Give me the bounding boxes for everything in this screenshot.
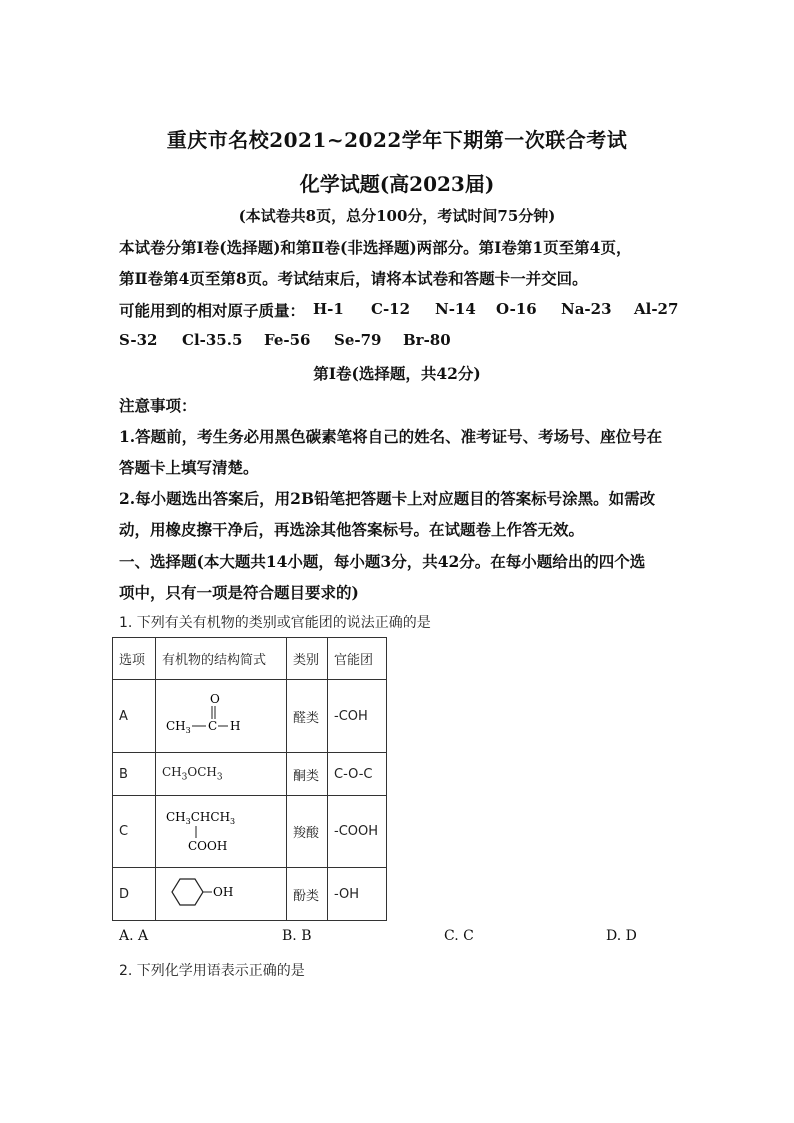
section-title: 第Ⅰ卷(选择题，共42分) bbox=[313, 364, 481, 383]
mass-se: Se-79 bbox=[334, 331, 382, 349]
structure-a bbox=[156, 680, 287, 753]
mass-n: N-14 bbox=[435, 300, 476, 318]
header-option: 选项 bbox=[113, 638, 156, 680]
table-header-row bbox=[113, 638, 387, 680]
option-d: D bbox=[113, 868, 156, 921]
intro-line-2: 第Ⅱ卷第4页至第8页。考试结束后，请将本试卷和答题卡一并交回。 bbox=[119, 269, 588, 288]
header-category: 类别 bbox=[287, 638, 328, 680]
notes-title: 注意事项： bbox=[119, 396, 197, 415]
question-1-stem: 1. 下列有关有机物的类别或官能团的说法正确的是 bbox=[119, 615, 431, 631]
top-chain-label: $CH_3CHCH_3$ bbox=[166, 809, 236, 826]
choice-a[interactable]: A. A bbox=[119, 928, 149, 944]
dimethyl-ether-formula: $CH_3OCH_3$ bbox=[162, 765, 223, 783]
structure-c bbox=[156, 796, 287, 868]
cyclohexane-ring bbox=[172, 879, 203, 905]
mass-br: Br-80 bbox=[403, 331, 451, 349]
option-c: C bbox=[113, 796, 156, 868]
intro-line-1: 本试卷分第Ⅰ卷(选择题)和第Ⅱ卷(非选择题)两部分。第Ⅰ卷第1页至第4页， bbox=[119, 238, 632, 257]
part-title-line-2: 项中，只有一项是符合题目要求的) bbox=[119, 583, 359, 602]
option-b: B bbox=[113, 753, 156, 796]
note-1-line-2: 答题卡上填写清楚。 bbox=[119, 458, 259, 477]
header-group: 官能团 bbox=[328, 638, 387, 680]
header-structure: 有机物的结构简式 bbox=[156, 638, 287, 680]
group-a: -COH bbox=[328, 680, 387, 753]
hydroxyl-label: OH bbox=[213, 885, 234, 899]
note-1-line-1: 1.答题前，考生务必用黑色碳素笔将自己的姓名、准考证号、考场号、座位号在 bbox=[119, 427, 663, 446]
choice-c[interactable]: C. C bbox=[444, 928, 474, 944]
acetaldehyde-structure bbox=[162, 689, 262, 739]
isobutyric-acid-structure bbox=[162, 805, 262, 855]
mass-na: Na-23 bbox=[561, 300, 612, 318]
group-b: C-O-C bbox=[328, 753, 387, 796]
question-2-stem: 2. 下列化学用语表示正确的是 bbox=[119, 963, 305, 979]
question-1-table bbox=[112, 637, 387, 921]
structure-d bbox=[156, 868, 287, 921]
mass-al: Al-27 bbox=[634, 300, 679, 318]
carboxyl-label: COOH bbox=[188, 838, 228, 853]
table-row bbox=[113, 868, 387, 921]
category-d: 酚类 bbox=[287, 868, 328, 921]
mass-o: O-16 bbox=[496, 300, 537, 318]
note-2-line-1: 2.每小题选出答案后，用2B铅笔把答题卡上对应题目的答案标号涂黑。如需改 bbox=[119, 489, 656, 508]
choice-b[interactable]: B. B bbox=[282, 928, 312, 944]
category-a: 醛类 bbox=[287, 680, 328, 753]
mass-cl: Cl-35.5 bbox=[182, 331, 243, 349]
category-c: 羧酸 bbox=[287, 796, 328, 868]
note-2-line-2: 动，用橡皮擦干净后，再选涂其他答案标号。在试题卷上作答无效。 bbox=[119, 520, 585, 539]
mass-c: C-12 bbox=[371, 300, 411, 318]
group-c: -COOH bbox=[328, 796, 387, 868]
cyclohexanol-structure bbox=[162, 872, 262, 912]
oxygen-label: O bbox=[210, 692, 220, 706]
option-a: A bbox=[113, 680, 156, 753]
table-row bbox=[113, 753, 387, 796]
ch3-label: $CH_3$ bbox=[166, 719, 191, 735]
carbon-label: C bbox=[208, 719, 218, 733]
table-row bbox=[113, 796, 387, 868]
category-b: 酮类 bbox=[287, 753, 328, 796]
hydrogen-label: H bbox=[230, 719, 241, 733]
group-d: -OH bbox=[328, 868, 387, 921]
table-row bbox=[113, 680, 387, 753]
mass-label: 可能用到的相对原子质量： bbox=[119, 301, 306, 320]
mass-fe: Fe-56 bbox=[264, 331, 311, 349]
exam-info: (本试卷共8页，总分100分，考试时间75分钟) bbox=[238, 207, 556, 225]
mass-h: H-1 bbox=[313, 300, 344, 318]
choice-d[interactable]: D. D bbox=[606, 928, 637, 944]
exam-title: 重庆市名校2021~2022学年下期第一次联合考试 bbox=[166, 128, 628, 152]
mass-s: S-32 bbox=[119, 331, 158, 349]
part-title-line-1: 一、选择题(本大题共14小题，每小题3分，共42分。在每小题给出的四个选 bbox=[119, 552, 646, 571]
structure-b bbox=[156, 753, 287, 796]
exam-subtitle: 化学试题(高2023届) bbox=[299, 172, 495, 196]
